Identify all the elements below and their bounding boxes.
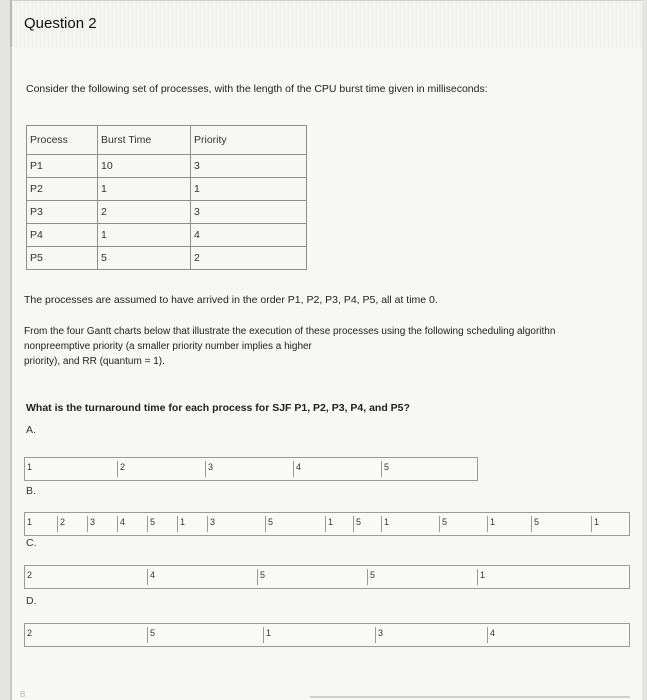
cell-priority: 2 [191,247,307,270]
gantt-segment: 3 [375,627,383,643]
cell-priority: 4 [191,224,307,247]
cell-process: P4 [27,224,98,247]
cell-priority: 3 [191,201,307,224]
cell-burst: 1 [98,178,191,201]
option-b-label[interactable]: B. [26,485,36,497]
gantt-segment: 1 [591,516,599,532]
gantt-segment: 5 [367,569,375,585]
cell-process: P1 [27,155,98,178]
table-row [27,155,307,178]
gantt-segment: 2 [27,628,33,638]
cell-process: P5 [27,247,98,270]
gantt-segment: 4 [117,516,125,532]
gantt-segment: 1 [477,569,485,585]
gantt-segment: 3 [207,516,215,532]
question-header [10,0,642,47]
process-table [26,125,307,270]
gantt-segment: 4 [293,461,301,477]
table-row [27,247,307,270]
gantt-segment: 4 [487,627,495,643]
table-header-row [27,126,307,155]
option-c-label[interactable]: C. [26,537,37,549]
table-row [27,201,307,224]
gantt-segment: 1 [263,627,271,643]
question-text: What is the turnaround time for each process for SJF P1, P2, P3, P4, and P5? [26,402,410,414]
gantt-segment: 2 [57,516,65,532]
cell-priority: 3 [191,155,307,178]
gantt-segment: 5 [257,569,265,585]
cell-burst: 10 [98,155,191,178]
gantt-segment: 5 [439,516,447,532]
gantt-segment: 1 [27,462,33,472]
gantt-segment: 2 [27,570,33,580]
gantt-segment: 5 [381,461,389,477]
option-c-gantt[interactable] [24,565,630,589]
gantt-segment: 2 [117,461,125,477]
gantt-segment: 4 [147,569,155,585]
cell-process: P2 [27,178,98,201]
header-process: Process [27,126,98,155]
option-d-gantt[interactable] [24,623,630,647]
option-a-gantt[interactable] [24,457,478,481]
header-priority: Priority [191,126,307,155]
arrival-text: The processes are assumed to have arrived in the order P1, P2, P3, P4, P5, all at time 0. [24,294,438,306]
table-row [27,224,307,247]
gantt-segment: 5 [353,516,361,532]
cell-burst: 1 [98,224,191,247]
question-title: Question 2 [24,15,97,32]
gantt-intro-line2: nonpreemptive priority (a smaller priority number implies a higher [24,341,312,352]
option-b-gantt[interactable] [24,512,630,536]
gantt-segment: 1 [177,516,185,532]
cell-process: P3 [27,201,98,224]
footer-divider [310,696,630,698]
gantt-segment: 5 [147,516,155,532]
intro-text: Consider the following set of processes, with the length of the CPU burst time given in milliseconds: [26,83,488,95]
cell-priority: 1 [191,178,307,201]
cell-burst: 5 [98,247,191,270]
footer-label: B [20,690,26,699]
gantt-segment: 1 [325,516,333,532]
gantt-segment: 5 [531,516,539,532]
gantt-segment: 1 [381,516,389,532]
gantt-segment: 5 [265,516,273,532]
table-row [27,178,307,201]
cell-burst: 2 [98,201,191,224]
gantt-intro-line1: From the four Gantt charts below that illustrate the execution of these processes using the following scheduling algorithn [24,326,556,337]
gantt-segment: 5 [147,627,155,643]
gantt-segment: 3 [87,516,95,532]
option-a-label[interactable]: A. [26,424,36,436]
gantt-intro-line3: priority), and RR (quantum = 1). [24,356,165,367]
question-body [10,47,642,700]
option-d-label[interactable]: D. [26,595,37,607]
header-burst: Burst Time [98,126,191,155]
gantt-segment: 3 [205,461,213,477]
gantt-segment: 1 [487,516,495,532]
gantt-segment: 1 [27,517,33,527]
